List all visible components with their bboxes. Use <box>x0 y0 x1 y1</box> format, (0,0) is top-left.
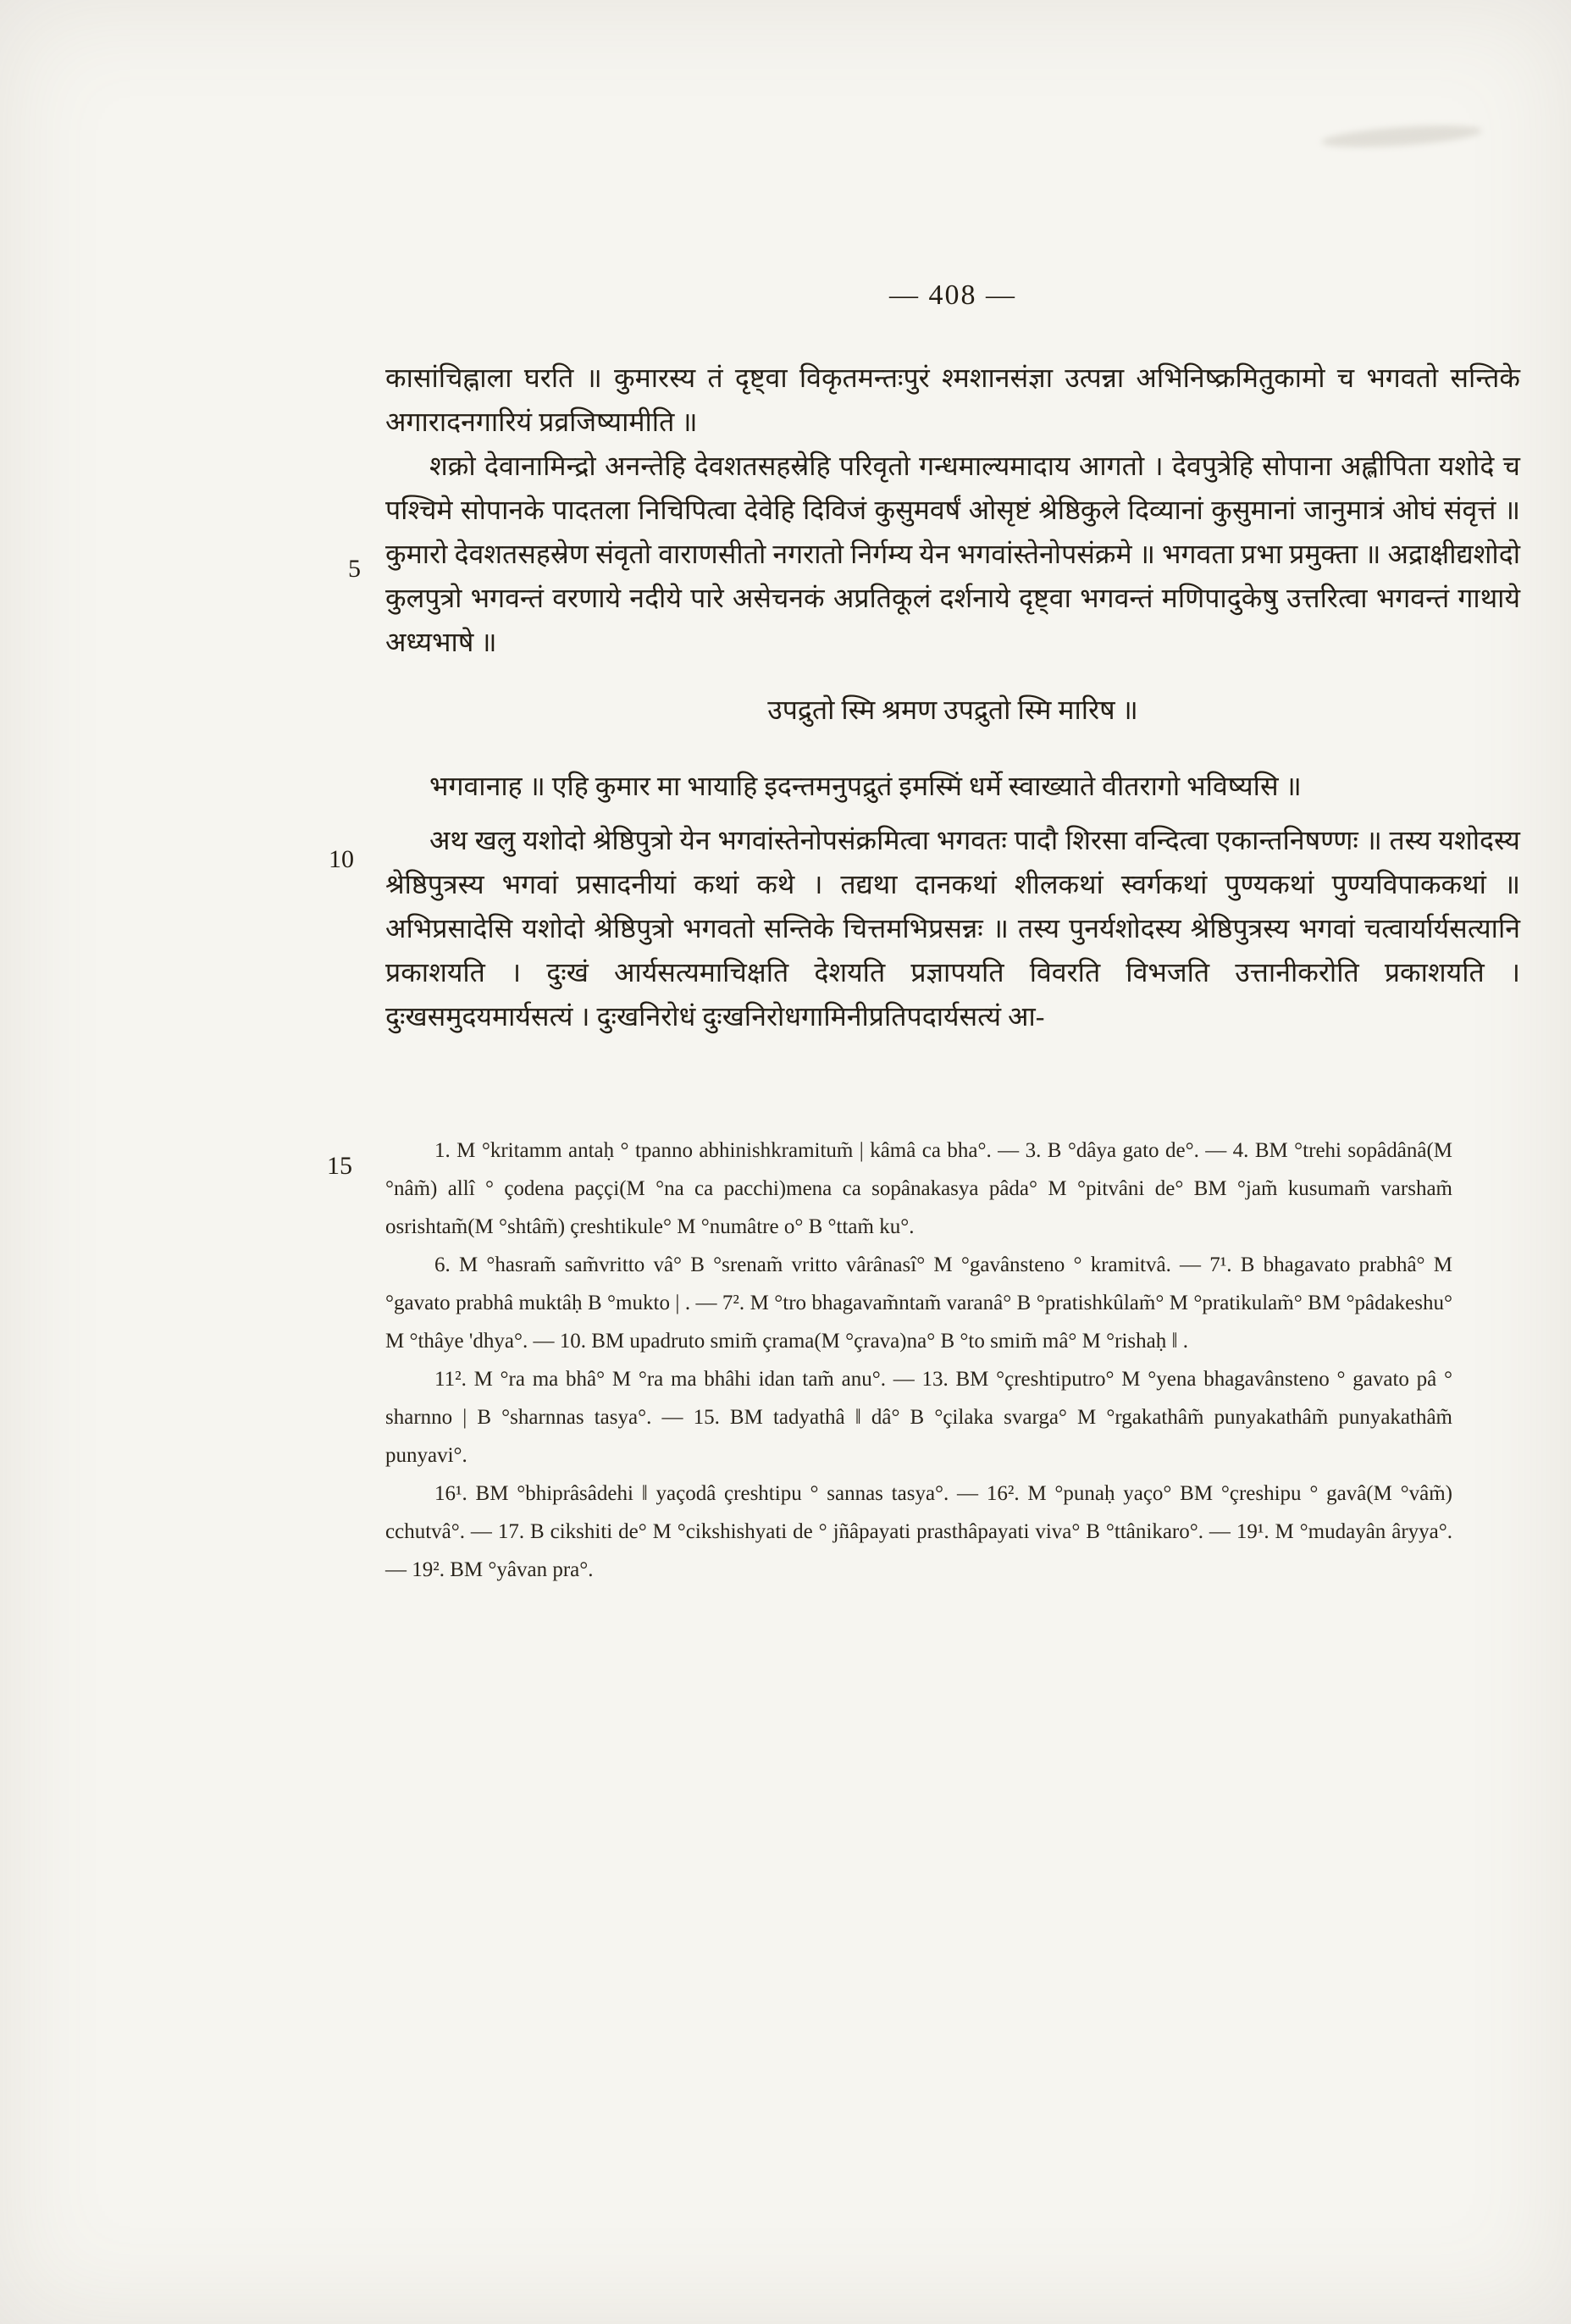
paragraph: भगवानाह ॥ एहि कुमार मा भायाहि इदन्तमनुपद्रुतं इमस्मिं धर्मे स्वाख्याते वीतरागो भविष्यसि ॥ <box>429 771 1302 801</box>
paragraph: शक्रो देवानामिन्द्रो अनन्तेहि देवशतसहस्रेहि परिवृतो गन्धमाल्यमादाय आगतो । देवपुत्रेहि सोपाना अह्लीपिता यशोदे च पश्चिमे सोपानके पादतला निचिपित्वा देवेहि दिविजं कुसुमवर्षं ओसृष्टं श्रेष्ठिकुले दिव्यानां कुसुमानां जानुमात्रं ओघं संवृत्तं ॥ कुमारो देवशतसहस्रेण संवृतो वाराणसीतो नगरातो निर्गम्य येन भगवांस्तेनोपसंक्रमे ॥ भगवता प्रभा प्रमुक्ता ॥ अद्राक्षीद्यशोदो कुलपुत्रो भगवन्तं वरणाये नदीये पारे असेचनकं अप्रतिकूलं दर्शनाये दृष्ट्वा भगवन्तं मणिपादुकेषु उत्तरित्वा भगवन्तं गाथाये अध्यभाषे ॥ <box>385 451 1520 657</box>
text-column <box>385 279 1520 1589</box>
footnote: 11². M °ra ma bhâ° M °ra ma bhâhi idan tam̃ anu°. — 13. BM °çreshtiputro° M °yena bhagavânsteno ° gavato pâ ° sharnno | B °sharnnas tasya°. — 15. BM tadyathâ ‖ dâ° B °çilaka svarga° M °rgakathâm̃ punyakathâm̃ punyakathâm̃ punyavi°. <box>385 1368 1452 1467</box>
scan-artifact <box>1320 121 1482 151</box>
margin-line-number-10: 10 <box>329 845 354 873</box>
page-number: — 408 — <box>889 279 1016 311</box>
critical-apparatus-footnotes <box>385 1132 1452 1589</box>
footnote: 1. M °kritamm antaḥ ° tpanno abhinishkramitum̃ | kâmâ ca bha°. — 3. B °dâya gato de°. — 4. BM °trehi sopâdânâ(M °nâm̃) allî ° çodena paççi(M °na ca pacchi)mena ca sopânakasya pâda° M °pitvâni de° BM °jam̃ kusumam̃ varsham̃ osrishtam̃(M °shtâm̃) çreshtikule° M °numâtre o° B °ttam̃ ku°. <box>385 1139 1452 1238</box>
verse-line: उपद्रुतो स्मि श्रमण उपद्रुतो स्मि मारिष ॥ <box>767 694 1138 725</box>
paragraph-continuation: कासांचिह्नाला घरति ॥ कुमारस्य तं दृष्ट्वा विकृतमन्तःपुरं श्मशानसंज्ञा उत्पन्ना अभिनिष्क्रमितुकामो च भगवतो सन्तिके अगारादनगारियं प्रव्रजिष्यामीति ॥ <box>385 362 1520 437</box>
margin-line-number-5: 5 <box>348 555 361 583</box>
footnote: 6. M °hasram̃ sam̃vritto vâ° B °srenam̃ vritto vârânasî° M °gavânsteno ° kramitvâ. — 7¹. B bhagavato prabhâ° M °gavato prabhâ muktâḥ B °mukto | . — 7². M °tro bhagavam̃ntam̃ varanâ° B °pratishkûlam̃° M °pratikulam̃° BM °pâdakeshu° M °thâye 'dhya°. — 10. BM upadruto smim̃ çrama(M °çrava)na° B °to smim̃ mâ° M °rishaḥ ‖ . <box>385 1253 1452 1353</box>
margin-line-number-15: 15 <box>327 1152 352 1180</box>
footnote: 16¹. BM °bhiprâsâdehi ‖ yaçodâ çreshtipu ° sannas tasya°. — 16². M °punaḥ yaço° BM °çreshipu ° gavâ(M °vâm̃) cchutvâ°. — 17. B cikshiti de° M °cikshishyati de ° jñâpayati prasthâpayati viva° B °ttânikaro°. — 19¹. M °mudayân âryya°. — 19². BM °yâvan pra°. <box>385 1482 1452 1581</box>
paragraph: अथ खलु यशोदो श्रेष्ठिपुत्रो येन भगवांस्तेनोपसंक्रमित्वा भगवतः पादौ शिरसा वन्दित्वा एकान्तनिषण्णः ॥ तस्य यशोदस्य श्रेष्ठिपुत्रस्य भगवां प्रसादनीयां कथां कथे । तद्यथा दानकथां शीलकथां स्वर्गकथां पुण्यकथां पुण्यविपाककथां ॥ अभिप्रसादेसि यशोदो श्रेष्ठिपुत्रो भगवतो सन्तिके चित्तमभिप्रसन्नः ॥ तस्य पुनर्यशोदस्य श्रेष्ठिपुत्रस्य भगवां चत्वार्यार्यसत्यानि प्रकाशयति । दुःखं आर्यसत्यमाचिक्षति देशयति प्रज्ञापयति विवरति विभजति उत्तानीकरोति प्रकाशयति । दुःखसमुदयमार्यसत्यं । दुःखनिरोधं दुःखनिरोधगामिनीप्रतिपदार्यसत्यं आ- <box>385 825 1520 1032</box>
body-text <box>385 356 1520 1038</box>
